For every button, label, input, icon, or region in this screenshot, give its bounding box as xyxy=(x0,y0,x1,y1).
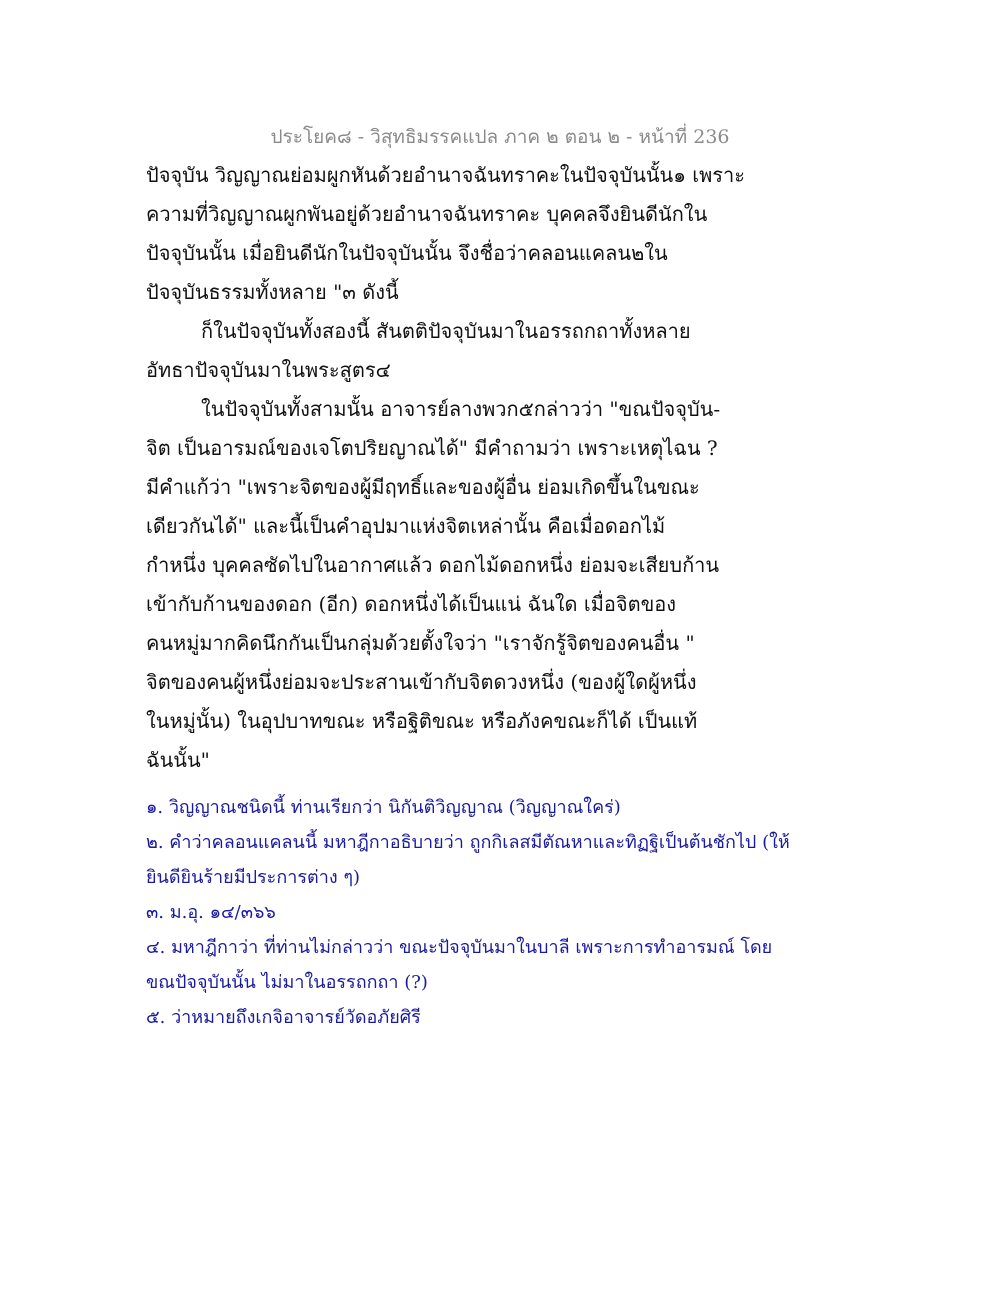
footnote-2: ๒. คำว่าคลอนแคลนนี้ มหาฎีกาอธิบายว่า ถูกกิเลสมีตัณหาและทิฏฐิเป็นต้นชักไป (ให้ xyxy=(146,832,790,853)
footnote-2-continued: ยินดียินร้ายมีประการต่าง ๆ) xyxy=(146,867,361,888)
body-line: มีคำแก้ว่า "เพราะจิตของผู้มีฤทธิ์และของผู้อื่น ย่อมเกิดขึ้นในขณะ xyxy=(146,475,700,499)
body-line: ปัจจุบันธรรมทั้งหลาย "๓ ดังนี้ xyxy=(146,280,399,304)
footnote-1: ๑. วิญญาณชนิดนี้ ท่านเรียกว่า นิกันติวิญญาณ (วิญญาณใคร่) xyxy=(146,797,621,818)
running-header: ประโยค๘ - วิสุทธิมรรคแปล ภาค ๒ ตอน ๒ - หน้าที่ 236 xyxy=(270,126,730,148)
body-line: จิตของคนผู้หนึ่งย่อมจะประสานเข้ากับจิตดวงหนึ่ง (ของผู้ใดผู้หนึ่ง xyxy=(146,670,697,694)
body-line: กำหนึ่ง บุคคลซัดไปในอากาศแล้ว ดอกไม้ดอกหนึ่ง ย่อมจะเสียบก้าน xyxy=(146,553,720,577)
body-line: ปัจจุบัน วิญญาณย่อมผูกหันด้วยอำนาจฉันทราคะในปัจจุบันนั้น๑ เพราะ xyxy=(146,163,745,187)
paragraph-start-line: ในปัจจุบันทั้งสามนั้น อาจารย์ลางพวก๕กล่าวว่า "ขณปัจจุบัน- xyxy=(201,397,721,421)
body-line: ในหมู่นั้น) ในอุปบาทขณะ หรือฐิติขณะ หรือภังคขณะก็ได้ เป็นแท้ xyxy=(146,709,698,733)
body-line: จิต เป็นอารมณ์ของเจโตปริยญาณได้" มีคำถามว่า เพราะเหตุไฉน ? xyxy=(146,436,718,460)
footnote-5: ๕. ว่าหมายถึงเกจิอาจารย์วัดอภัยศิรี xyxy=(146,1007,421,1028)
body-line: ฉันนั้น" xyxy=(146,748,210,772)
body-line: ความที่วิญญาณผูกพันอยู่ด้วยอำนาจฉันทราคะ บุคคลจึงยินดีนักใน xyxy=(146,202,708,226)
footnote-4-continued: ขณปัจจุบันนั้น ไม่มาในอรรถกถา (?) xyxy=(146,972,428,993)
body-line: เข้ากับก้านของดอก (อีก) ดอกหนึ่งได้เป็นแน่ ฉันใด เมื่อจิตของ xyxy=(146,592,677,616)
body-line: คนหมู่มากคิดนึกกันเป็นกลุ่มด้วยตั้งใจว่า "เราจักรู้จิตของคนอื่น " xyxy=(146,631,695,655)
body-line: อัทธาปัจจุบันมาในพระสูตร๔ xyxy=(146,358,391,382)
body-line: ปัจจุบันนั้น เมื่อยินดีนักในปัจจุบันนั้น จึงชื่อว่าคลอนแคลน๒ใน xyxy=(146,241,668,265)
paragraph-start-line: ก็ในปัจจุบันทั้งสองนี้ สันตติปัจจุบันมาในอรรถกถาทั้งหลาย xyxy=(201,319,691,343)
footnote-4: ๔. มหาฎีกาว่า ที่ท่านไม่กล่าวว่า ขณะปัจจุบันมาในบาลี เพราะการทำอารมณ์ โดย xyxy=(146,937,773,958)
footnote-3: ๓. ม.อุ. ๑๔/๓๖๖ xyxy=(146,902,276,923)
footnotes xyxy=(146,790,866,1035)
body-line: เดียวกันได้" และนี้เป็นคำอุปมาแห่งจิตเหล่านั้น คือเมื่อดอกไม้ xyxy=(146,514,666,538)
body-text xyxy=(146,156,866,780)
